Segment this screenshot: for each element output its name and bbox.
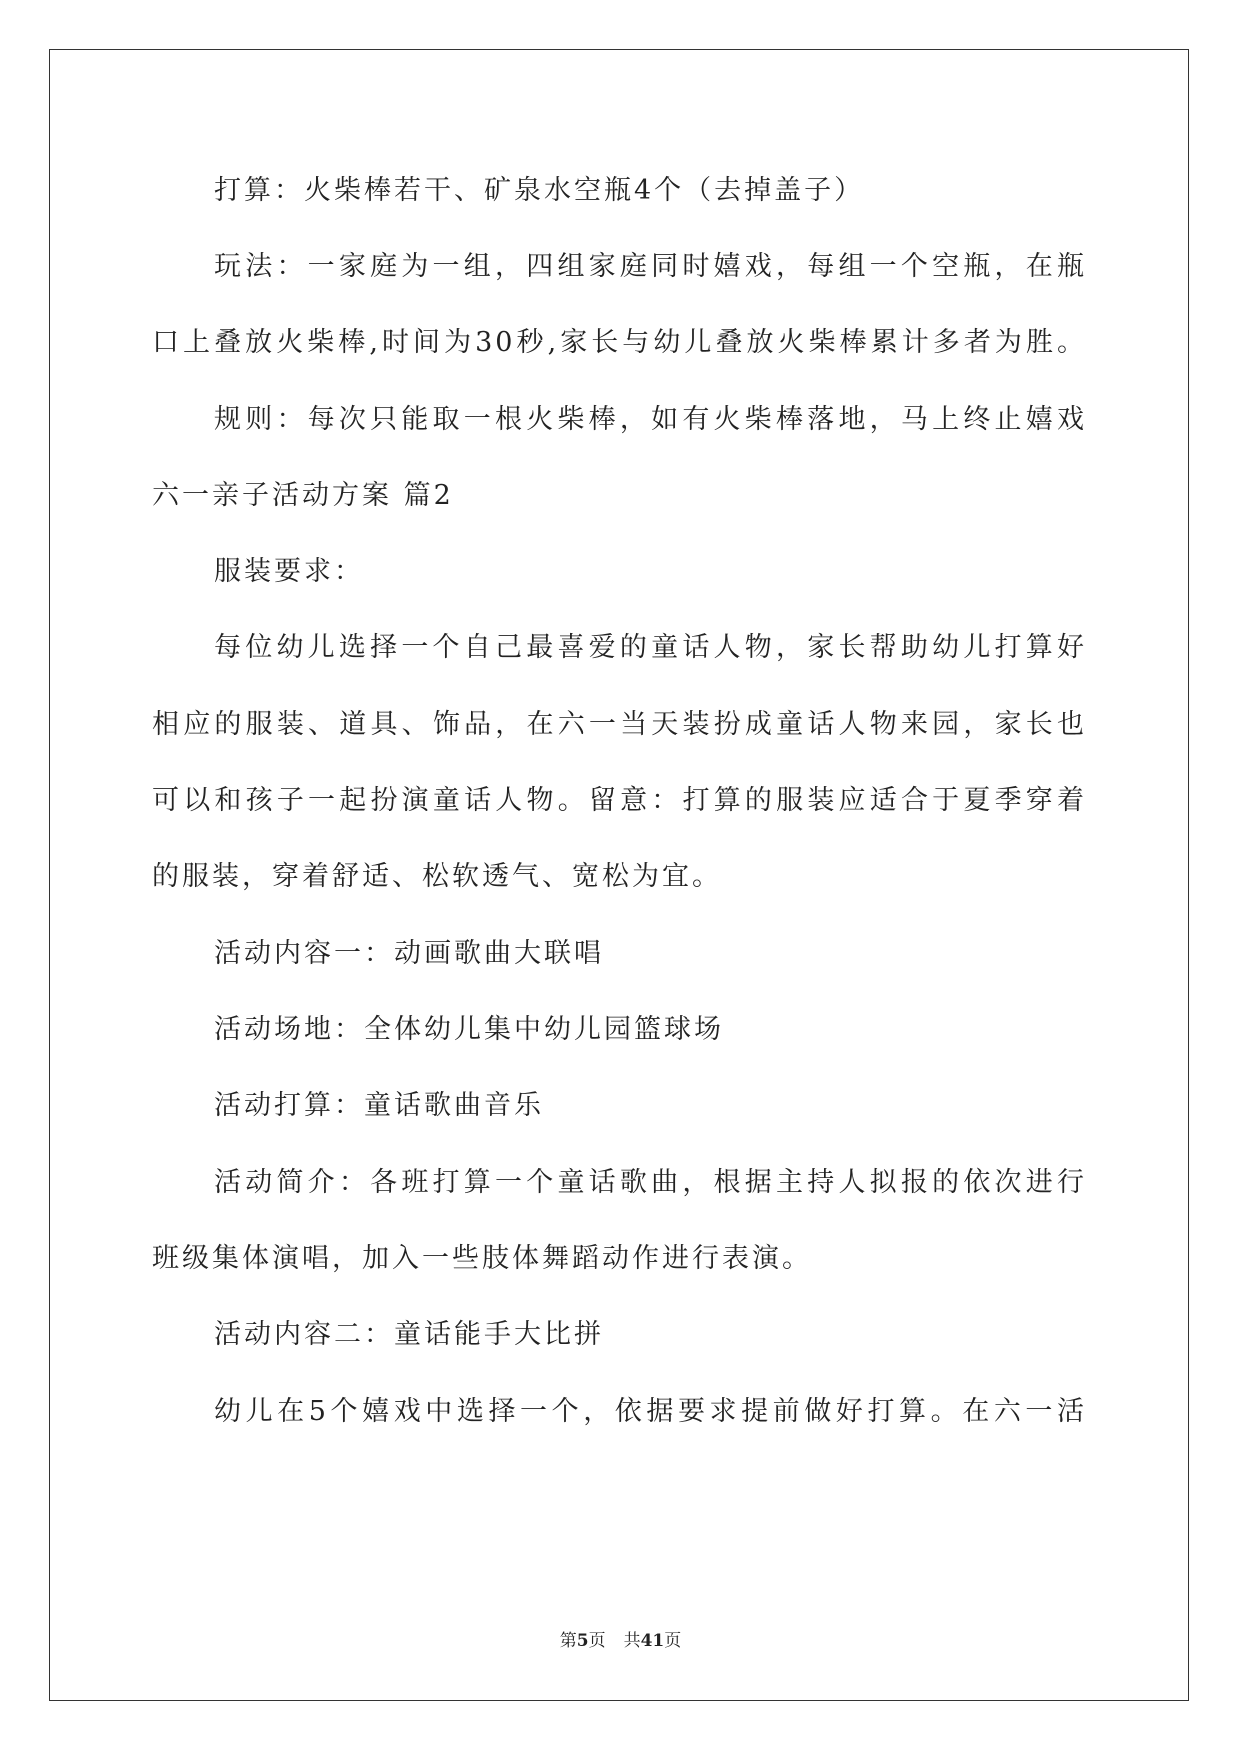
paragraph-line: 服装要求：	[214, 556, 364, 587]
footer-page-total: 41	[640, 1631, 665, 1651]
paragraph-line: 活动内容二：童话能手大比拼	[214, 1319, 604, 1350]
paragraph-line: 活动打算：童话歌曲音乐	[214, 1090, 544, 1121]
paragraph-line: 玩法：一家庭为一组，四组家庭同时嬉戏，每组一个空瓶，在瓶	[214, 251, 1087, 282]
paragraph-line: 相应的服装、道具、饰品，在六一当天装扮成童话人物来园，家长也	[152, 709, 1087, 740]
footer-page-current: 5	[576, 1631, 589, 1651]
paragraph-line: 口上叠放火柴棒,时间为30秒,家长与幼儿叠放火柴棒累计多者为胜。	[152, 327, 1087, 358]
footer-page-prefix: 第	[559, 1631, 577, 1651]
paragraph-line: 规则：每次只能取一根火柴棒，如有火柴棒落地，马上终止嬉戏	[214, 404, 1087, 435]
section-heading: 六一亲子活动方案 篇2	[152, 480, 454, 511]
footer-total-suffix: 页	[664, 1631, 682, 1651]
paragraph-line: 打算：火柴棒若干、矿泉水空瓶4个（去掉盖子）	[214, 175, 865, 206]
paragraph-line: 的服装，穿着舒适、松软透气、宽松为宜。	[152, 861, 722, 892]
paragraph-line: 每位幼儿选择一个自己最喜爱的童话人物，家长帮助幼儿打算好	[214, 632, 1087, 663]
paragraph-line: 活动简介：各班打算一个童话歌曲，根据主持人拟报的依次进行	[214, 1167, 1087, 1198]
paragraph-line: 活动场地：全体幼儿集中幼儿园篮球场	[214, 1014, 724, 1045]
paragraph-line: 班级集体演唱，加入一些肢体舞蹈动作进行表演。	[152, 1243, 812, 1274]
footer-total-prefix: 共	[623, 1631, 641, 1651]
page-footer	[0, 1629, 1241, 1653]
paragraph-line: 可以和孩子一起扮演童话人物。留意：打算的服装应适合于夏季穿着	[152, 785, 1087, 816]
footer-page-suffix: 页	[588, 1631, 606, 1651]
paragraph-line: 活动内容一：动画歌曲大联唱	[214, 938, 604, 969]
paragraph-line: 幼儿在5个嬉戏中选择一个，依据要求提前做好打算。在六一活	[214, 1396, 1087, 1427]
